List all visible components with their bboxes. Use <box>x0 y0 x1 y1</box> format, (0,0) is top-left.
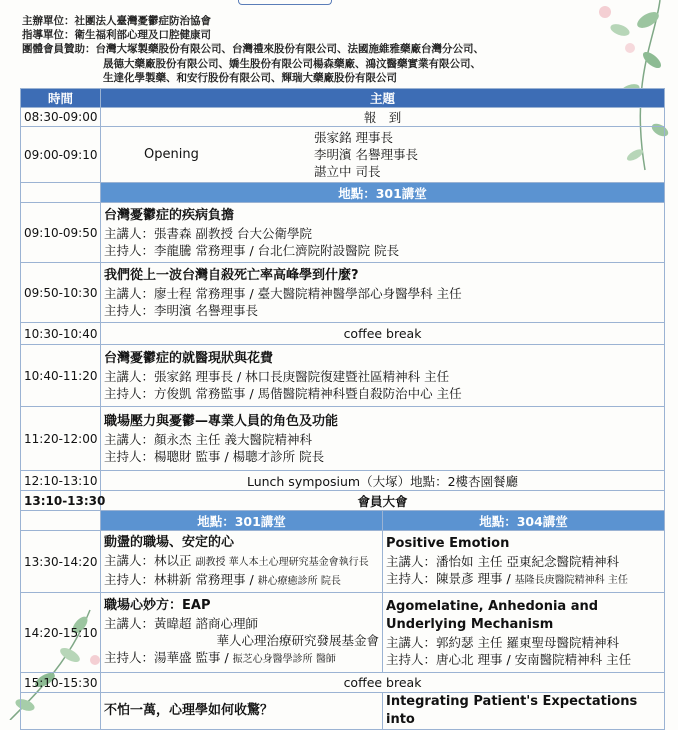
moderator-line: 主持人：林耕新 常務理事 / <box>104 571 258 587</box>
moderator-line: 主持人：李明濱 名譽理事長 <box>104 302 258 318</box>
table-row <box>21 491 665 511</box>
opening-cell <box>101 127 665 183</box>
venue-label: 地點：301講堂 <box>101 183 665 203</box>
venue-label-304: 地點：304講堂 <box>383 511 665 531</box>
sponsors-line-1: 團體會員贊助：台灣大塚製藥股份有限公司、台灣禮來股份有限公司、法國施維雅藥廠台灣分公司、 <box>22 43 484 56</box>
venue-row <box>21 183 665 203</box>
moderator-affiliation: 耕心療癒診所 院長 <box>257 575 341 587</box>
table-row <box>21 471 665 491</box>
session-title: 職場心妙方：EAP <box>104 598 211 613</box>
time-cell: 09:10-09:50 <box>21 203 101 263</box>
opening-label: Opening <box>144 147 199 162</box>
time-cell: 14:20-15:10 <box>21 593 101 673</box>
speaker-affiliation: 副教授 華人本土心理研究基金會執行長 <box>195 556 369 568</box>
registration-cell: 報 到 <box>101 108 665 127</box>
session-cell-301 <box>101 531 383 593</box>
moderator-line: 主持人：楊聰財 監事 / 楊聰才診所 院長 <box>104 448 325 464</box>
speaker-line: 主講人：黃暐超 諮商心理師 <box>104 616 258 631</box>
session-title: Agomelatine, Anhedonia and Underlying Mechanism <box>386 598 599 632</box>
session-cell-301 <box>101 593 383 673</box>
session-title: 不怕一萬，心理學如何收驚？ <box>104 703 274 718</box>
time-cell: 12:10-13:10 <box>21 471 101 491</box>
session-cell-304 <box>383 593 665 673</box>
time-cell: 09:50-10:30 <box>21 263 101 323</box>
table-row <box>21 673 665 693</box>
moderator-line: 主持人：陳景彥 理事 / <box>386 570 515 586</box>
session-title: 我們從上一波台灣自殺死亡率高峰學到什麼? <box>104 267 359 283</box>
session-cell-301 <box>101 693 383 730</box>
table-row <box>21 531 665 593</box>
moderator-line: 主持人：李龍騰 常務理事 / 台北仁濟院附設醫院 院長 <box>104 242 400 258</box>
time-cell: 15:10-15:30 <box>21 673 101 693</box>
member-meeting-cell: 會員大會 <box>101 491 665 511</box>
lunch-cell: Lunch symposium（大塚）地點：2樓杏園餐廳 <box>101 471 665 491</box>
session-cell-304 <box>383 531 665 593</box>
session-cell <box>101 263 665 323</box>
moderator-affiliation: 振芝心身醫學診所 醫師 <box>232 654 336 665</box>
table-row <box>21 263 665 323</box>
moderator-line: 主持人：唐心北 理事 / 安南醫院精神科 主任 <box>386 651 632 667</box>
moderator-line: 主持人：湯華盛 監事 / <box>104 650 233 665</box>
time-cell: 11:20-12:00 <box>21 407 101 471</box>
table-row <box>21 108 665 127</box>
session-cell <box>101 407 665 471</box>
speaker-line: 主講人：林以正 <box>104 552 196 568</box>
time-cell: 09:00-09:10 <box>21 127 101 183</box>
time-cell: 13:10-13:30 <box>21 491 101 511</box>
table-row <box>21 593 665 673</box>
session-title: Integrating Patient's Expectations into <box>386 694 638 727</box>
venue-row <box>21 511 665 531</box>
table-header-row <box>21 89 665 108</box>
venue-label-301: 地點：301講堂 <box>101 511 383 531</box>
time-cell: 10:40-11:20 <box>21 345 101 407</box>
schedule-table <box>20 88 665 730</box>
table-row <box>21 693 665 730</box>
session-cell <box>101 345 665 407</box>
sponsors-line-3: 生達化學製藥、和安行股份有限公司、輝瑞大藥廠股份有限公司 <box>103 71 397 84</box>
header-info <box>22 14 484 85</box>
speaker-line: 主講人：郭約瑟 主任 羅東聖母醫院精神科 <box>386 634 619 650</box>
moderator-affiliation: 基隆長庚醫院精神科 主任 <box>514 574 628 586</box>
opening-person: 張家銘 理事長 <box>314 130 393 145</box>
session-title: 台灣憂鬱症的疾病負擔 <box>104 207 235 223</box>
organizer-line: 主辦單位：社團法人臺灣憂鬱症防治協會 <box>22 15 211 27</box>
table-row <box>21 407 665 471</box>
break-cell: coffee break <box>101 323 665 345</box>
table-row <box>21 345 665 407</box>
time-cell: 10:30-10:40 <box>21 323 101 345</box>
speaker-line: 主講人：顏永杰 主任 義大醫院精神科 <box>104 431 312 447</box>
speaker-line: 主講人：張家銘 理事長 / 林口長庚醫院復建暨社區精神科 主任 <box>104 368 450 384</box>
speaker-line: 主講人：潘怡如 主任 亞東紀念醫院精神科 <box>386 553 619 569</box>
time-cell: 08:30-09:00 <box>21 108 101 127</box>
opening-person: 李明濱 名譽理事長 <box>314 147 418 162</box>
header-topic: 主題 <box>101 89 665 108</box>
header-time: 時間 <box>21 89 101 108</box>
table-row <box>21 323 665 345</box>
session-cell <box>101 203 665 263</box>
speaker-line: 主講人：廖士程 常務理事 / 臺大醫院精神醫學部心身醫學科 主任 <box>104 285 462 301</box>
time-cell: 13:30-14:20 <box>21 531 101 593</box>
session-title: 職場壓力與憂鬱—專業人員的角色及功能 <box>104 413 339 429</box>
opening-person: 諶立中 司長 <box>314 164 381 179</box>
table-row <box>21 203 665 263</box>
sponsors-line-2: 晟德大藥廠股份有限公司、嬌生股份有限公司楊森藥廠、鴻汶醫藥實業有限公司、 <box>103 57 481 70</box>
moderator-line: 主持人：方俊凱 常務監事 / 馬偕醫院精神科暨自殺防治中心 主任 <box>104 385 462 401</box>
session-title: 台灣憂鬱症的就醫現狀與花費 <box>104 350 274 366</box>
break-cell: coffee break <box>101 673 665 693</box>
speaker-affiliation: 華人心理治療研究發展基金會 <box>216 633 379 648</box>
guidance-line: 指導單位：衛生福利部心理及口腔健康司 <box>22 29 211 42</box>
session-title: Positive Emotion <box>386 535 510 551</box>
session-title: 動盪的職場、安定的心 <box>104 534 235 550</box>
session-cell-304 <box>383 693 665 730</box>
table-row <box>21 127 665 183</box>
title-frame-edge <box>238 0 332 5</box>
speaker-line: 主講人：張書森 副教授 台大公衛學院 <box>104 225 312 241</box>
